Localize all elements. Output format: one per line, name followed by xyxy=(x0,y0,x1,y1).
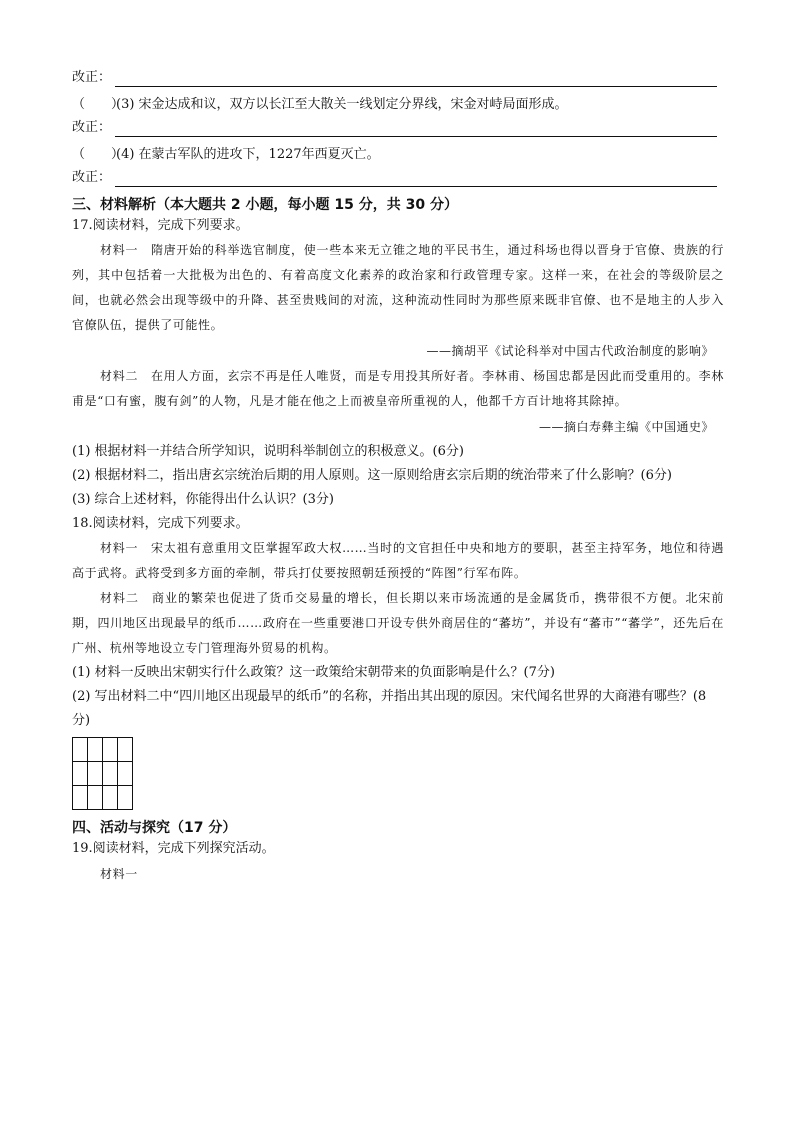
grid-cell xyxy=(88,786,103,810)
grid-cell xyxy=(73,738,88,762)
q17-source-1: ——摘胡平《试论科举对中国古代政治制度的影响》 xyxy=(426,344,714,358)
judgement-bracket[interactable]: （ ） xyxy=(72,97,125,112)
correction-label: 改正： xyxy=(72,120,112,135)
q18-subquestion-2: (2) 写出材料二中“四川地区出现最早的纸币”的名称，并指出其出现的原因。宋代闻名世界的大商港有哪些？(8分) xyxy=(72,689,707,728)
judgement-bracket[interactable]: （ ） xyxy=(72,147,125,162)
q18-subquestion-1: (1) 材料一反映出宋朝实行什么政策？这一政策给宋朝带来的负面影响是什么？(7分) xyxy=(72,665,555,680)
grid-cell xyxy=(103,786,118,810)
correction-label: 改正： xyxy=(72,170,112,185)
q17-subquestion-1: (1) 根据材料一并结合所学知识，说明科举制创立的积极意义。(6分) xyxy=(72,444,464,459)
correction-row-3 xyxy=(72,112,724,137)
grid-cell xyxy=(73,786,88,810)
question-19-title: 19.阅读材料，完成下列探究活动。 xyxy=(72,841,275,856)
correction-row-1 xyxy=(72,62,724,87)
section-heading-3: 三、材料解析（本大题共 2 小题，每小题 15 分，共 30 分） xyxy=(72,197,458,213)
correction-label: 改正： xyxy=(72,70,112,85)
grid-cell xyxy=(103,762,118,786)
question-17-title: 17.阅读材料，完成下列要求。 xyxy=(72,218,249,233)
q19-material-1-label: 材料一 xyxy=(100,867,138,881)
grid-cell xyxy=(118,738,133,762)
q17-subquestion-3: (3) 综合上述材料，你能得出什么认识？(3分) xyxy=(72,492,334,507)
q17-material-2: 材料二 在用人方面，玄宗不再是任人唯贤，而是专用投其所好者。李林甫、杨国忠都是因此而受重用的。李林甫是“口有蜜，腹有剑”的人物，凡是才能在他之上而被皇帝所重视的人，他都千方百计地将其除掉。 xyxy=(72,369,724,408)
grid-cell xyxy=(88,762,103,786)
correction-answer-line[interactable] xyxy=(115,73,717,87)
grid-cell xyxy=(88,738,103,762)
grid-cell xyxy=(73,762,88,786)
q17-material-1: 材料一 隋唐开始的科举选官制度，使一些本来无立锥之地的平民书生，通过科场也得以晋身于官僚、贵族的行列，其中包括着一大批极为出色的、有着高度文化素养的政治家和行政管理专家。这样一来，在社会的等级阶层之间，也就必然会出现等级中的升降、甚至贵贱间的对流，这种流动性同时为那些原来既非官僚、也不是地主的人步入官僚队伍，提供了可能性。 xyxy=(72,243,724,332)
grid-cell xyxy=(118,786,133,810)
q17-source-2: ——摘白寿彝主编《中国通史》 xyxy=(538,420,714,434)
q18-material-1: 材料一 宋太祖有意重用文臣掌握军政大权……当时的文官担任中央和地方的要职，甚至主持军务，地位和待遇高于武将。武将受到多方面的牵制，带兵打仗要按照朝廷预授的“阵图”行军布阵。 xyxy=(72,541,724,580)
answer-grid-box[interactable] xyxy=(72,737,133,810)
section-heading-4: 四、活动与探究（17 分） xyxy=(72,820,237,836)
grid-cell xyxy=(103,738,118,762)
question-18-title: 18.阅读材料，完成下列要求。 xyxy=(72,516,249,531)
judgement-statement: (3) 宋金达成和议，双方以长江至大散关一线划定分界线，宋金对峙局面形成。 xyxy=(116,97,568,112)
q17-subquestion-2: (2) 根据材料二，指出唐玄宗统治后期的用人原则。这一原则给唐玄宗后期的统治带来了什么影响？(6分) xyxy=(72,468,672,483)
judgement-statement: (4) 在蒙古军队的进攻下，1227年西夏灭亡。 xyxy=(116,147,380,162)
correction-answer-line[interactable] xyxy=(115,173,717,187)
q18-material-2: 材料二 商业的繁荣也促进了货币交易量的增长，但长期以来市场流通的是金属货币，携带很不方便。北宋前期，四川地区出现最早的纸币……政府在一些重要港口开设专供外商居住的“蕃坊”，并设有“蕃市”“蕃学”，还先后在广州、杭州等地设立专门管理海外贸易的机构。 xyxy=(72,591,724,655)
exam-page xyxy=(72,62,724,887)
judgement-item-3 xyxy=(72,87,724,112)
judgement-item-4 xyxy=(72,137,724,162)
correction-row-4 xyxy=(72,162,724,187)
correction-answer-line[interactable] xyxy=(115,123,717,137)
grid-cell xyxy=(118,762,133,786)
